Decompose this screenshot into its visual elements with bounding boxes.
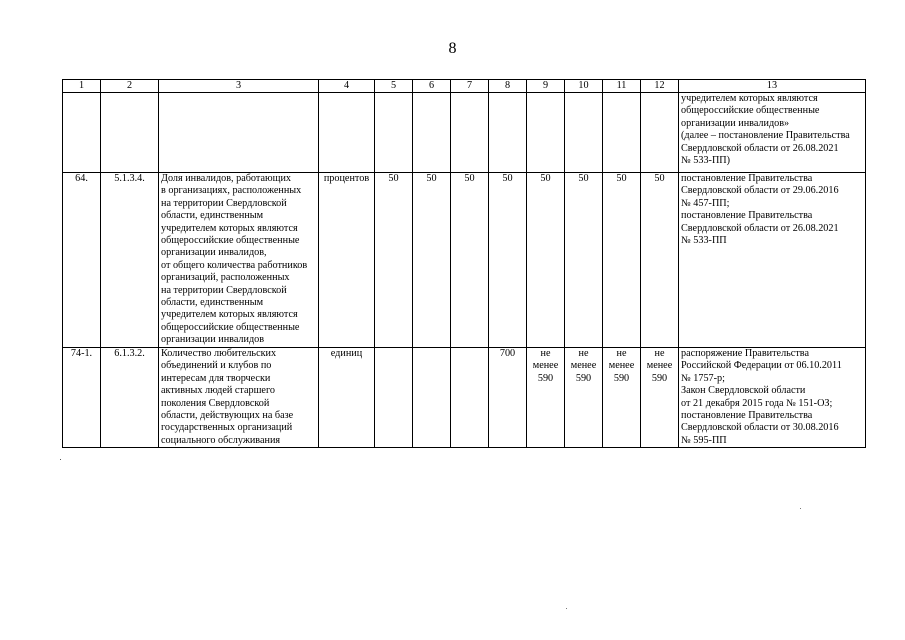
- row-basis: распоряжение Правительства Российской Федерации от 06.10.2011 № 1757-р; Закон Свердловской области от 21 декабря 2015 года № 151-ОЗ; постановление Правительства Свердловской области от 30.08.2016 № 595-ПП: [679, 348, 866, 448]
- row-indicator-name: Доля инвалидов, работающих в организациях, расположенных на территории Свердловской области, единственным учредителем которых являются общероссийские общественные организации инвалидов, от общего количества работников организаций, расположенных на территории Свердловской области, единственным учредителем которых являются общероссийские общественные организации инвалидов: [159, 173, 319, 348]
- row-value-8: 700: [489, 348, 527, 448]
- row-number: 64.: [63, 173, 101, 348]
- row-indicator-name: Количество любительских объединений и клубов по интересам для творчески активных людей старшего поколения Свердловской области, действующих на базе государственных организаций социального обслуживания: [159, 348, 319, 448]
- row-value-5: [375, 348, 413, 448]
- row-unit: единиц: [319, 348, 375, 448]
- row-value-9: не менее 590: [527, 348, 565, 448]
- row-value-11: не менее 590: [603, 348, 641, 448]
- scan-speck: [60, 459, 61, 460]
- row-value-6: [413, 348, 451, 448]
- header-cell-5: 5: [375, 80, 413, 93]
- header-cell-3: 3: [159, 80, 319, 93]
- row-value-6: 50: [413, 173, 451, 348]
- row-code: 6.1.3.2.: [101, 348, 159, 448]
- row-code: 5.1.3.4.: [101, 173, 159, 348]
- header-cell-4: 4: [319, 80, 375, 93]
- row-value-9: 50: [527, 173, 565, 348]
- indicators-table: [62, 79, 866, 448]
- header-cell-6: 6: [413, 80, 451, 93]
- table-row: [63, 173, 866, 348]
- row-value-12: 50: [641, 173, 679, 348]
- header-cell-13: 13: [679, 80, 866, 93]
- scan-speck: [800, 508, 801, 509]
- header-cell-10: 10: [565, 80, 603, 93]
- row-value-12: не менее 590: [641, 348, 679, 448]
- header-cell-8: 8: [489, 80, 527, 93]
- row-value-10: 50: [565, 173, 603, 348]
- row-value-8: 50: [489, 173, 527, 348]
- table-header-row: [63, 80, 866, 93]
- row-value-11: 50: [603, 173, 641, 348]
- header-cell-11: 11: [603, 80, 641, 93]
- row-value-10: не менее 590: [565, 348, 603, 448]
- row-value-7: 50: [451, 173, 489, 348]
- scan-speck: [566, 608, 567, 609]
- continuation-row: [63, 93, 866, 173]
- row-unit: процентов: [319, 173, 375, 348]
- header-cell-9: 9: [527, 80, 565, 93]
- table-row: [63, 348, 866, 448]
- row-basis: постановление Правительства Свердловской области от 29.06.2016 № 457-ПП; постановление Правительства Свердловской области от 26.08.2021 № 533-ПП: [679, 173, 866, 348]
- header-cell-7: 7: [451, 80, 489, 93]
- header-cell-2: 2: [101, 80, 159, 93]
- continuation-basis-cell: учредителем которых являются общероссийские общественные организации инвалидов» (далее – постановление Правительства Свердловской области от 26.08.2021 № 533-ПП): [679, 93, 866, 173]
- row-value-7: [451, 348, 489, 448]
- header-cell-1: 1: [63, 80, 101, 93]
- row-value-5: 50: [375, 173, 413, 348]
- header-cell-12: 12: [641, 80, 679, 93]
- row-number: 74-1.: [63, 348, 101, 448]
- page-number: 8: [448, 40, 457, 57]
